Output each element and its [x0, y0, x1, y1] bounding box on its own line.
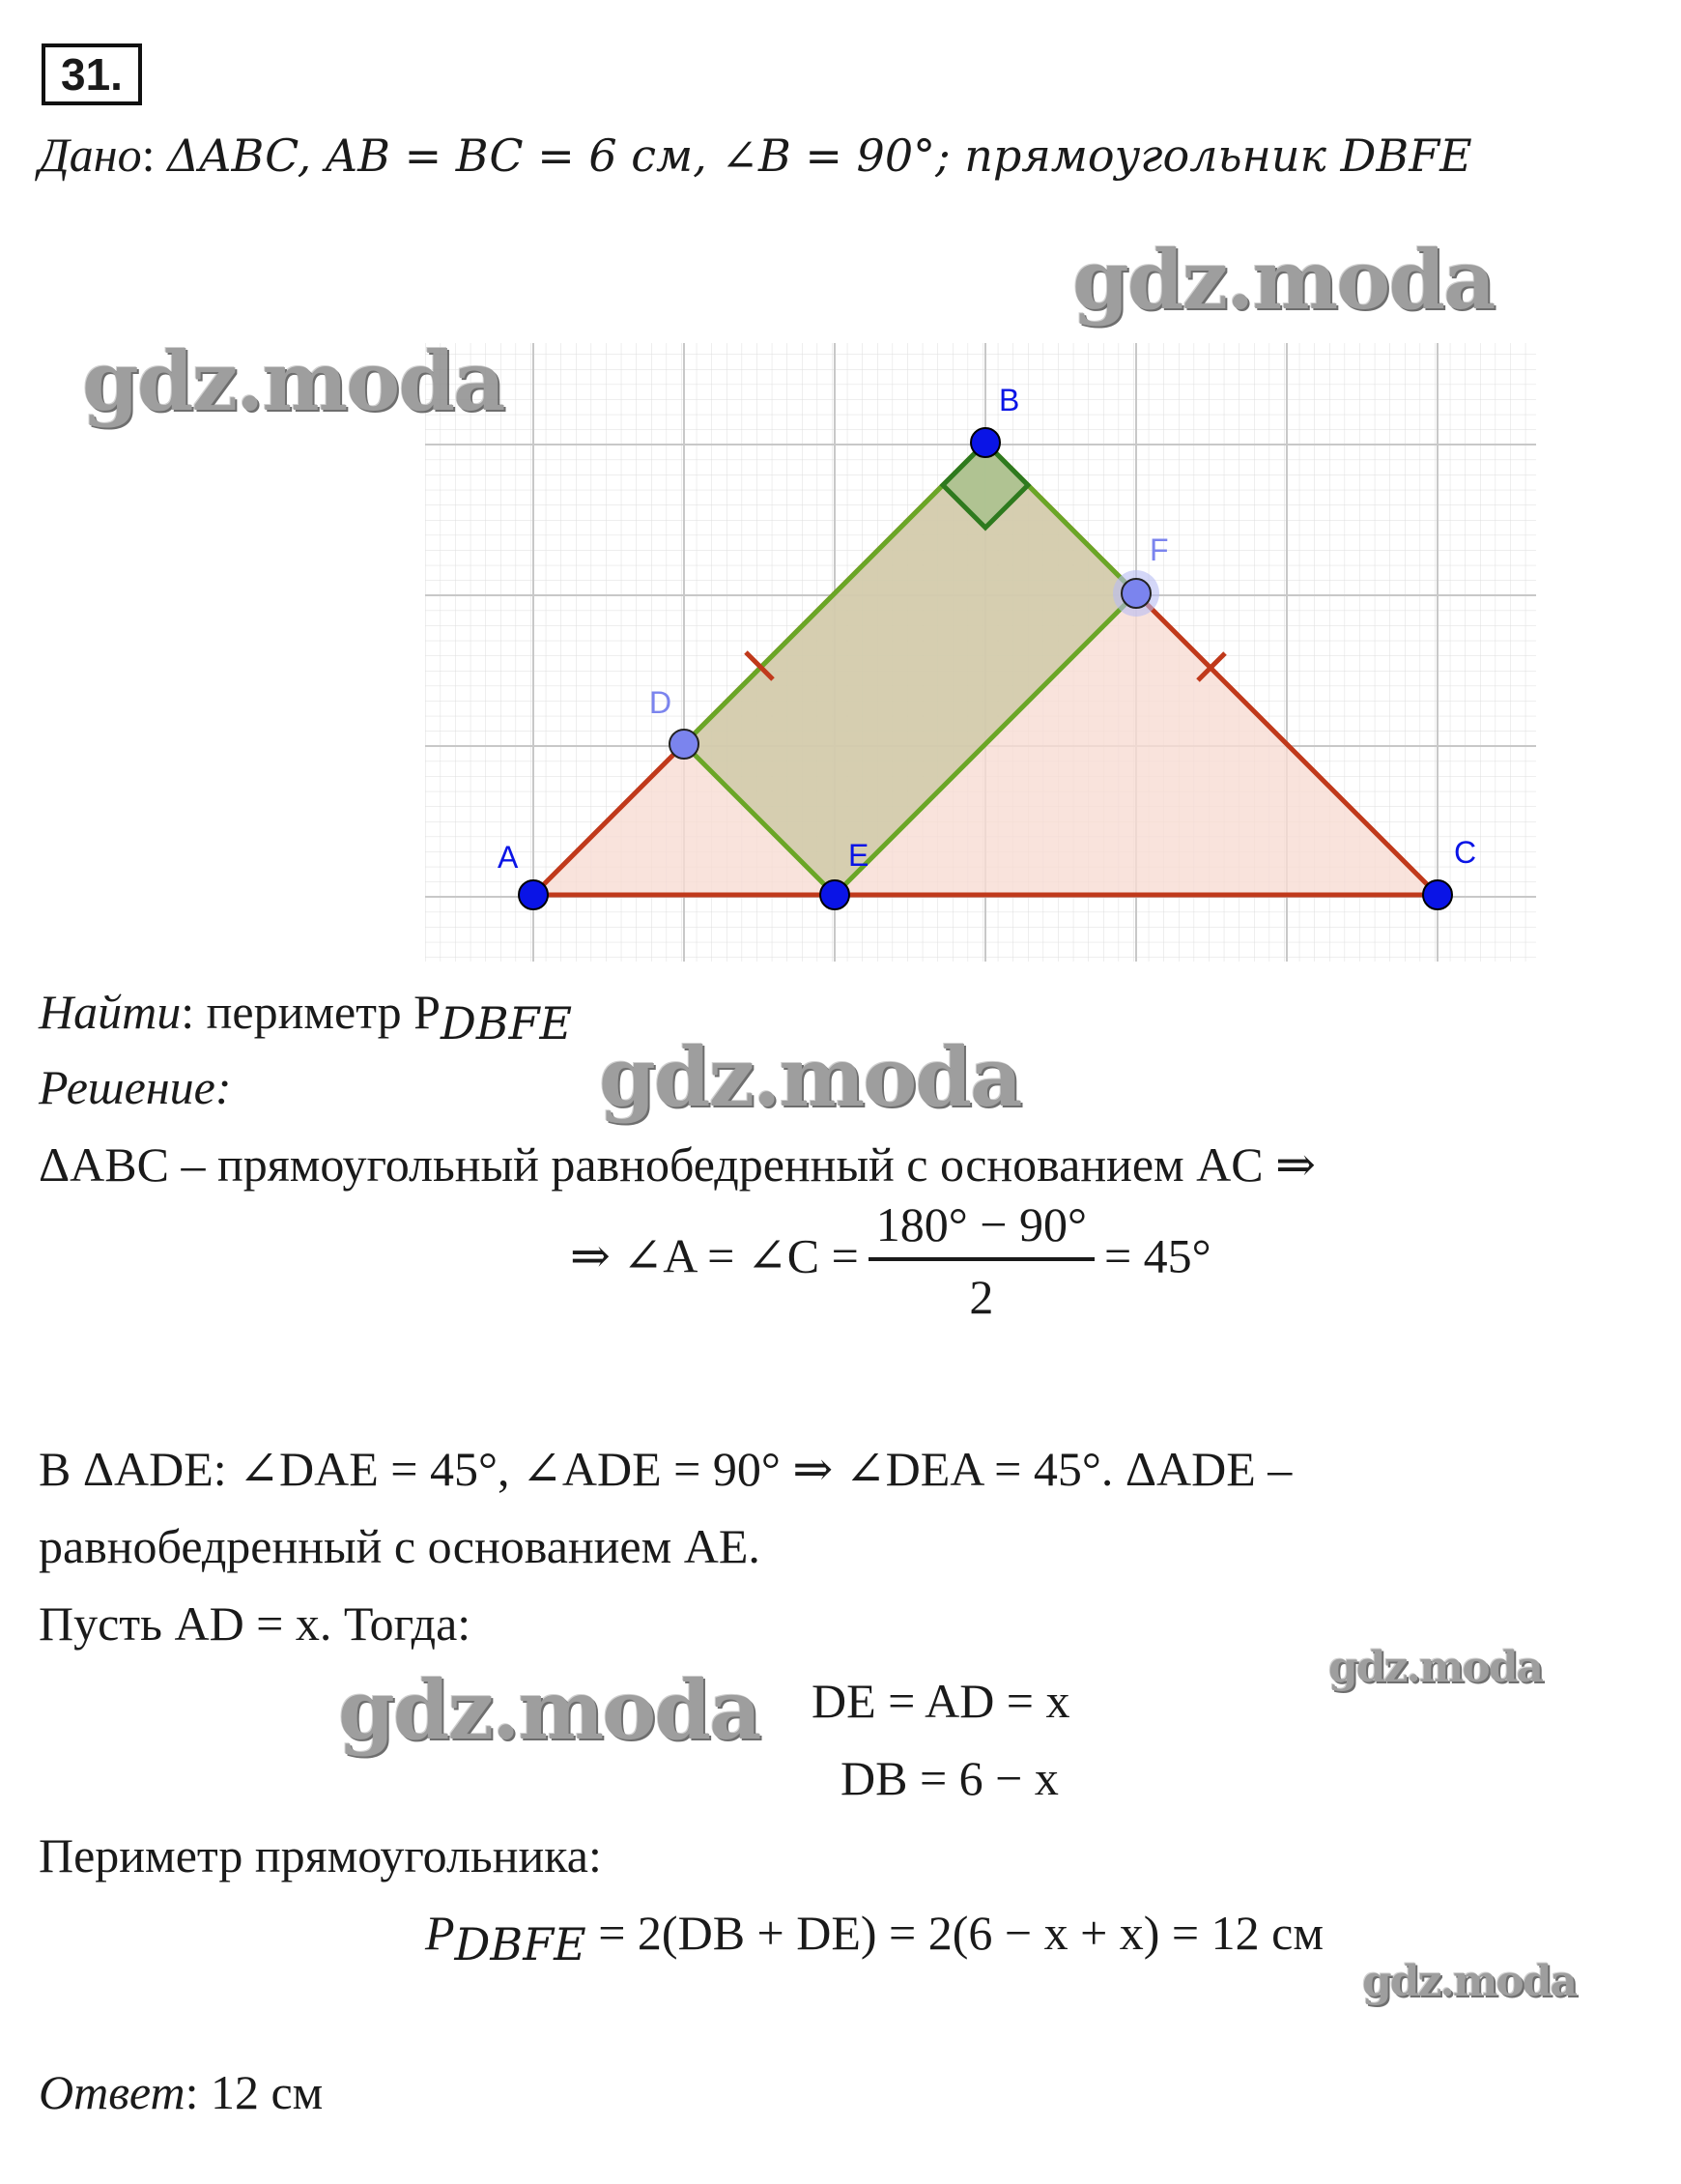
perimeter-subscript: DBFE [454, 1918, 586, 1970]
solution-line-2 [570, 1198, 1211, 1324]
point-e [820, 880, 849, 909]
perimeter-equation [425, 1906, 1324, 1970]
fraction [869, 1198, 1095, 1324]
point-d [670, 730, 698, 759]
geometry-figure [0, 0, 1681, 966]
angle-equation-left: ⇒ ∠A = ∠C = [570, 1228, 859, 1283]
watermark-logo: gdz.moda [338, 1662, 760, 1758]
point-b [971, 428, 1000, 457]
solution-line-4: равнобедренный с основанием AE. [39, 1519, 760, 1573]
point-a [519, 880, 548, 909]
watermark-logo: gdz.moda [1328, 1643, 1543, 1692]
solution-line-3: В ΔADE: ∠DAE = 45°, ∠ADE = 90° ⇒ ∠DEA = 45°. ΔADE – [39, 1442, 1293, 1496]
equation-db: DB = 6 − x [840, 1751, 1059, 1805]
point-f [1122, 579, 1151, 608]
perimeter-expression: = 2(DB + DE) = 2(6 − x + x) = 12 см [598, 1906, 1324, 1960]
label-a: A [498, 840, 519, 875]
point-c [1423, 880, 1452, 909]
fraction-numerator: 180° − 90° [869, 1198, 1095, 1261]
find-label: Найти [39, 985, 182, 1039]
solution-label-line: Решение: [39, 1060, 232, 1114]
answer-label: Ответ [39, 2065, 185, 2119]
problem-number: 31. [42, 43, 142, 105]
given-label: Дано [39, 128, 142, 182]
label-c: C [1454, 835, 1477, 870]
answer-line: Ответ: 12 см [39, 2065, 324, 2119]
watermark-logo: gdz.moda [599, 1029, 1021, 1125]
fraction-denominator: 2 [969, 1270, 994, 1324]
solution-line-6: Периметр прямоугольника: [39, 1828, 602, 1882]
label-b: B [999, 383, 1020, 417]
find-subscript: DBFE [440, 997, 573, 1049]
angle-equation-right: = 45° [1103, 1228, 1211, 1283]
watermark-logo: gdz.moda [82, 333, 504, 429]
find-text: периметр P [206, 985, 441, 1039]
equation-de: DE = AD = x [812, 1674, 1070, 1728]
label-f: F [1150, 532, 1169, 567]
watermark-logo: gdz.moda [1362, 1957, 1577, 2006]
find-line: Найти: периметр $P_{DBFE}$ [39, 985, 573, 1049]
solution-label: Решение [39, 1060, 215, 1114]
given-line: Дано: ΔABC, AB = BC = 6 см, ∠B = 90°; прямоугольник DBFE [39, 128, 1472, 182]
label-e: E [848, 838, 869, 873]
solution-line-1: ΔABC – прямоугольный равнобедренный с основанием AC ⇒ [39, 1137, 1317, 1192]
solution-line-5: Пусть AD = x. Тогда: [39, 1596, 471, 1651]
watermark-logo: gdz.moda [1072, 232, 1495, 328]
label-d: D [649, 685, 672, 720]
perimeter-symbol: P [425, 1906, 455, 1960]
answer-text: 12 см [210, 2065, 324, 2119]
given-text: ΔABC, AB = BC = 6 см, ∠B = 90°; прямоугольник DBFE [167, 129, 1472, 182]
